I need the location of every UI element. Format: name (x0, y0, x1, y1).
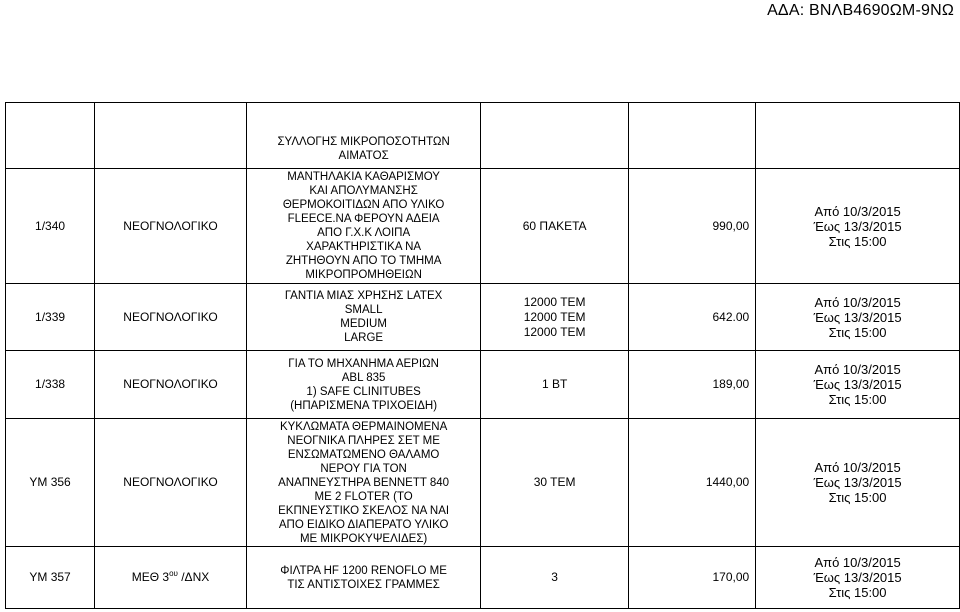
description-line: FLEECE.ΝΑ ΦΕΡΟΥΝ ΑΔΕΙΑ (287, 213, 440, 225)
table-row (6, 103, 960, 169)
date-time: Στις 15:00 (828, 490, 887, 505)
date-from: Από 10/3/2015 (814, 203, 901, 219)
code-cell: 1/339 (6, 284, 95, 351)
quantity-line: 1 BT (541, 377, 568, 391)
code-cell (6, 103, 95, 169)
date-cell (756, 419, 960, 547)
price-cell: 990,00 (628, 169, 755, 284)
department-cell (95, 547, 247, 609)
description-line: ΑΠΟ Γ.Χ.Κ ΛΟΙΠΑ (317, 227, 411, 239)
date-cell (756, 547, 960, 609)
description-line: MEDIUM (340, 318, 387, 330)
department-cell (95, 103, 247, 169)
date-cell (756, 103, 960, 169)
quantity-line: 12000 TEM (523, 324, 586, 339)
description-line: (ΗΠΑΡΙΣΜΕΝΑ ΤΡΙΧΟΕΙΔΗ) (290, 399, 438, 412)
description-line: ΕΝΣΩΜΑΤΩΜΕΝΟ ΘΑΛΑΜΟ (287, 448, 440, 461)
department-cell: ΝΕΟΓΝΟΛΟΓΙΚΟ (95, 419, 247, 547)
table-row (6, 169, 960, 284)
description-line: ΓΙΑ ΤΟ ΜΗΧΑΝΗΜΑ ΑΕΡΙΩΝ (288, 357, 439, 370)
price-cell: 170,00 (628, 547, 755, 609)
date-to: Έως 13/3/2015 (813, 309, 902, 325)
date-from: Από 10/3/2015 (814, 362, 901, 377)
date-from: Από 10/3/2015 (814, 555, 901, 570)
table-row (6, 351, 960, 419)
quantity-line: 60 ΠΑΚΕΤΑ (522, 218, 587, 233)
price-cell (628, 103, 755, 169)
date-cell (756, 284, 960, 351)
quantity-line: 3 (551, 570, 558, 584)
description-cell (246, 351, 481, 419)
description-line: LARGE (344, 332, 384, 344)
code-cell: 1/340 (6, 169, 95, 284)
description-line: ΕΚΠΝΕΥΣΤΙΚΟ ΣΚΕΛΟΣ ΝΑ ΝΑΙ (278, 504, 450, 517)
quantity-cell (481, 284, 629, 351)
description-line: ΜΑΝΤΗΛΑΚΙΑ ΚΑΘΑΡΙΣΜΟΥ (287, 171, 440, 183)
date-from: Από 10/3/2015 (814, 460, 901, 475)
description-line: ΚΥΚΛΩΜΑΤΑ ΘΕΡΜΑΙΝΟΜΕΝΑ (279, 420, 448, 433)
description-line: ΓΑΝΤΙΑ ΜΙΑΣ ΧΡΗΣΗΣ LATEX (284, 290, 443, 302)
description-line: ΜΕ ΜΙΚΡΟΚΥΨΕΛΙΔΕΣ) (299, 532, 428, 545)
table-row (6, 419, 960, 547)
description-line: SMALL (344, 304, 383, 316)
description-line: ΖΗΤΗΘΟΥΝ ΑΠΟ ΤΟ ΤΜΗΜΑ (285, 255, 442, 267)
date-cell (756, 169, 960, 284)
quantity-cell (481, 547, 629, 609)
description-line: ΝΕΟΓΝΙΚΑ ΠΛΗΡΕΣ ΣΕΤ ΜΕ (287, 434, 440, 447)
date-to: Έως 13/3/2015 (813, 475, 902, 490)
quantity-cell (481, 351, 629, 419)
quantity-line: 12000 TEM (523, 309, 586, 324)
quantity-cell (481, 169, 629, 284)
department-suffix: /ΔΝΧ (177, 570, 210, 584)
description-line: ΑΝΑΠΝΕΥΣΤΗΡΑ BENNETT 840 (278, 476, 450, 489)
description-cell (246, 547, 481, 609)
price-cell: 189,00 (628, 351, 755, 419)
department-cell: ΝΕΟΓΝΟΛΟΓΙΚΟ (95, 284, 247, 351)
description-line: ΤΙΣ ΑΝΤΙΣΤΟΙΧΕΣ ΓΡΑΜΜΕΣ (287, 578, 440, 591)
quantity-cell (481, 419, 629, 547)
description-line: ΑΙΜΑΤΟΣ (338, 150, 389, 162)
department-cell: ΝΕΟΓΝΟΛΟΓΙΚΟ (95, 169, 247, 284)
price-cell: 642.00 (628, 284, 755, 351)
description-cell (246, 419, 481, 547)
date-to: Έως 13/3/2015 (813, 218, 902, 234)
description-line: ΦΙΛΤΡΑ HF 1200 RENOFLO ΜΕ (280, 564, 447, 577)
quantity-line: 12000 TEM (523, 294, 586, 309)
description-line: ΜΙΚΡΟΠΡΟΜΗΘΕΙΩΝ (305, 269, 422, 281)
code-cell: 1/338 (6, 351, 95, 419)
price-cell: 1440,00 (628, 419, 755, 547)
description-line: ΜΕ 2 FLOTER (ΤΟ (314, 490, 413, 503)
date-cell (756, 351, 960, 419)
quantity-line: 30 TEM (533, 475, 576, 489)
department-cell: ΝΕΟΓΝΟΛΟΓΙΚΟ (95, 351, 247, 419)
description-line: ABL 835 (341, 371, 386, 384)
date-to: Έως 13/3/2015 (813, 377, 902, 392)
table-row (6, 547, 960, 609)
procurement-table (5, 102, 960, 609)
ada-code: ΑΔΑ: ΒΝΛΒ4690ΩΜ-9ΝΩ (767, 2, 954, 19)
description-line: 1) SAFE CLINITUBES (306, 385, 421, 398)
description-cell (246, 169, 481, 284)
table-row (6, 284, 960, 351)
description-line: ΚΑΙ ΑΠΟΛΥΜΑΝΣΗΣ (309, 185, 418, 197)
date-time: Στις 15:00 (828, 392, 887, 407)
description-cell (246, 284, 481, 351)
description-line: ΘΕΡΜΟΚΟΙΤΙΔΩΝ ΑΠΟ ΥΛΙΚΟ (282, 199, 445, 211)
description-line: ΧΑΡΑΚΤΗΡΙΣΤΙΚΑ ΝΑ (306, 241, 422, 253)
description-line: ΑΠΟ ΕΙΔΙΚΟ ΔΙΑΠΕΡΑΤΟ ΥΛΙΚΟ (278, 518, 449, 531)
date-from: Από 10/3/2015 (814, 294, 901, 310)
description-cell (246, 103, 481, 169)
date-to: Έως 13/3/2015 (813, 570, 902, 585)
code-cell: ΥΜ 357 (6, 547, 95, 609)
date-time: Στις 15:00 (828, 324, 887, 340)
description-line: ΝΕΡΟΥ ΓΙΑ ΤΟΝ (320, 462, 407, 475)
quantity-cell (481, 103, 629, 169)
department-label: ΜΕΘ 3 (131, 570, 170, 584)
date-time: Στις 15:00 (828, 233, 887, 249)
description-line: ΣΥΛΛΟΓΗΣ ΜΙΚΡΟΠΟΣΟΤΗΤΩΝ (277, 136, 450, 148)
ordinal-suffix: ου (169, 569, 178, 578)
date-time: Στις 15:00 (828, 585, 887, 600)
code-cell: ΥΜ 356 (6, 419, 95, 547)
